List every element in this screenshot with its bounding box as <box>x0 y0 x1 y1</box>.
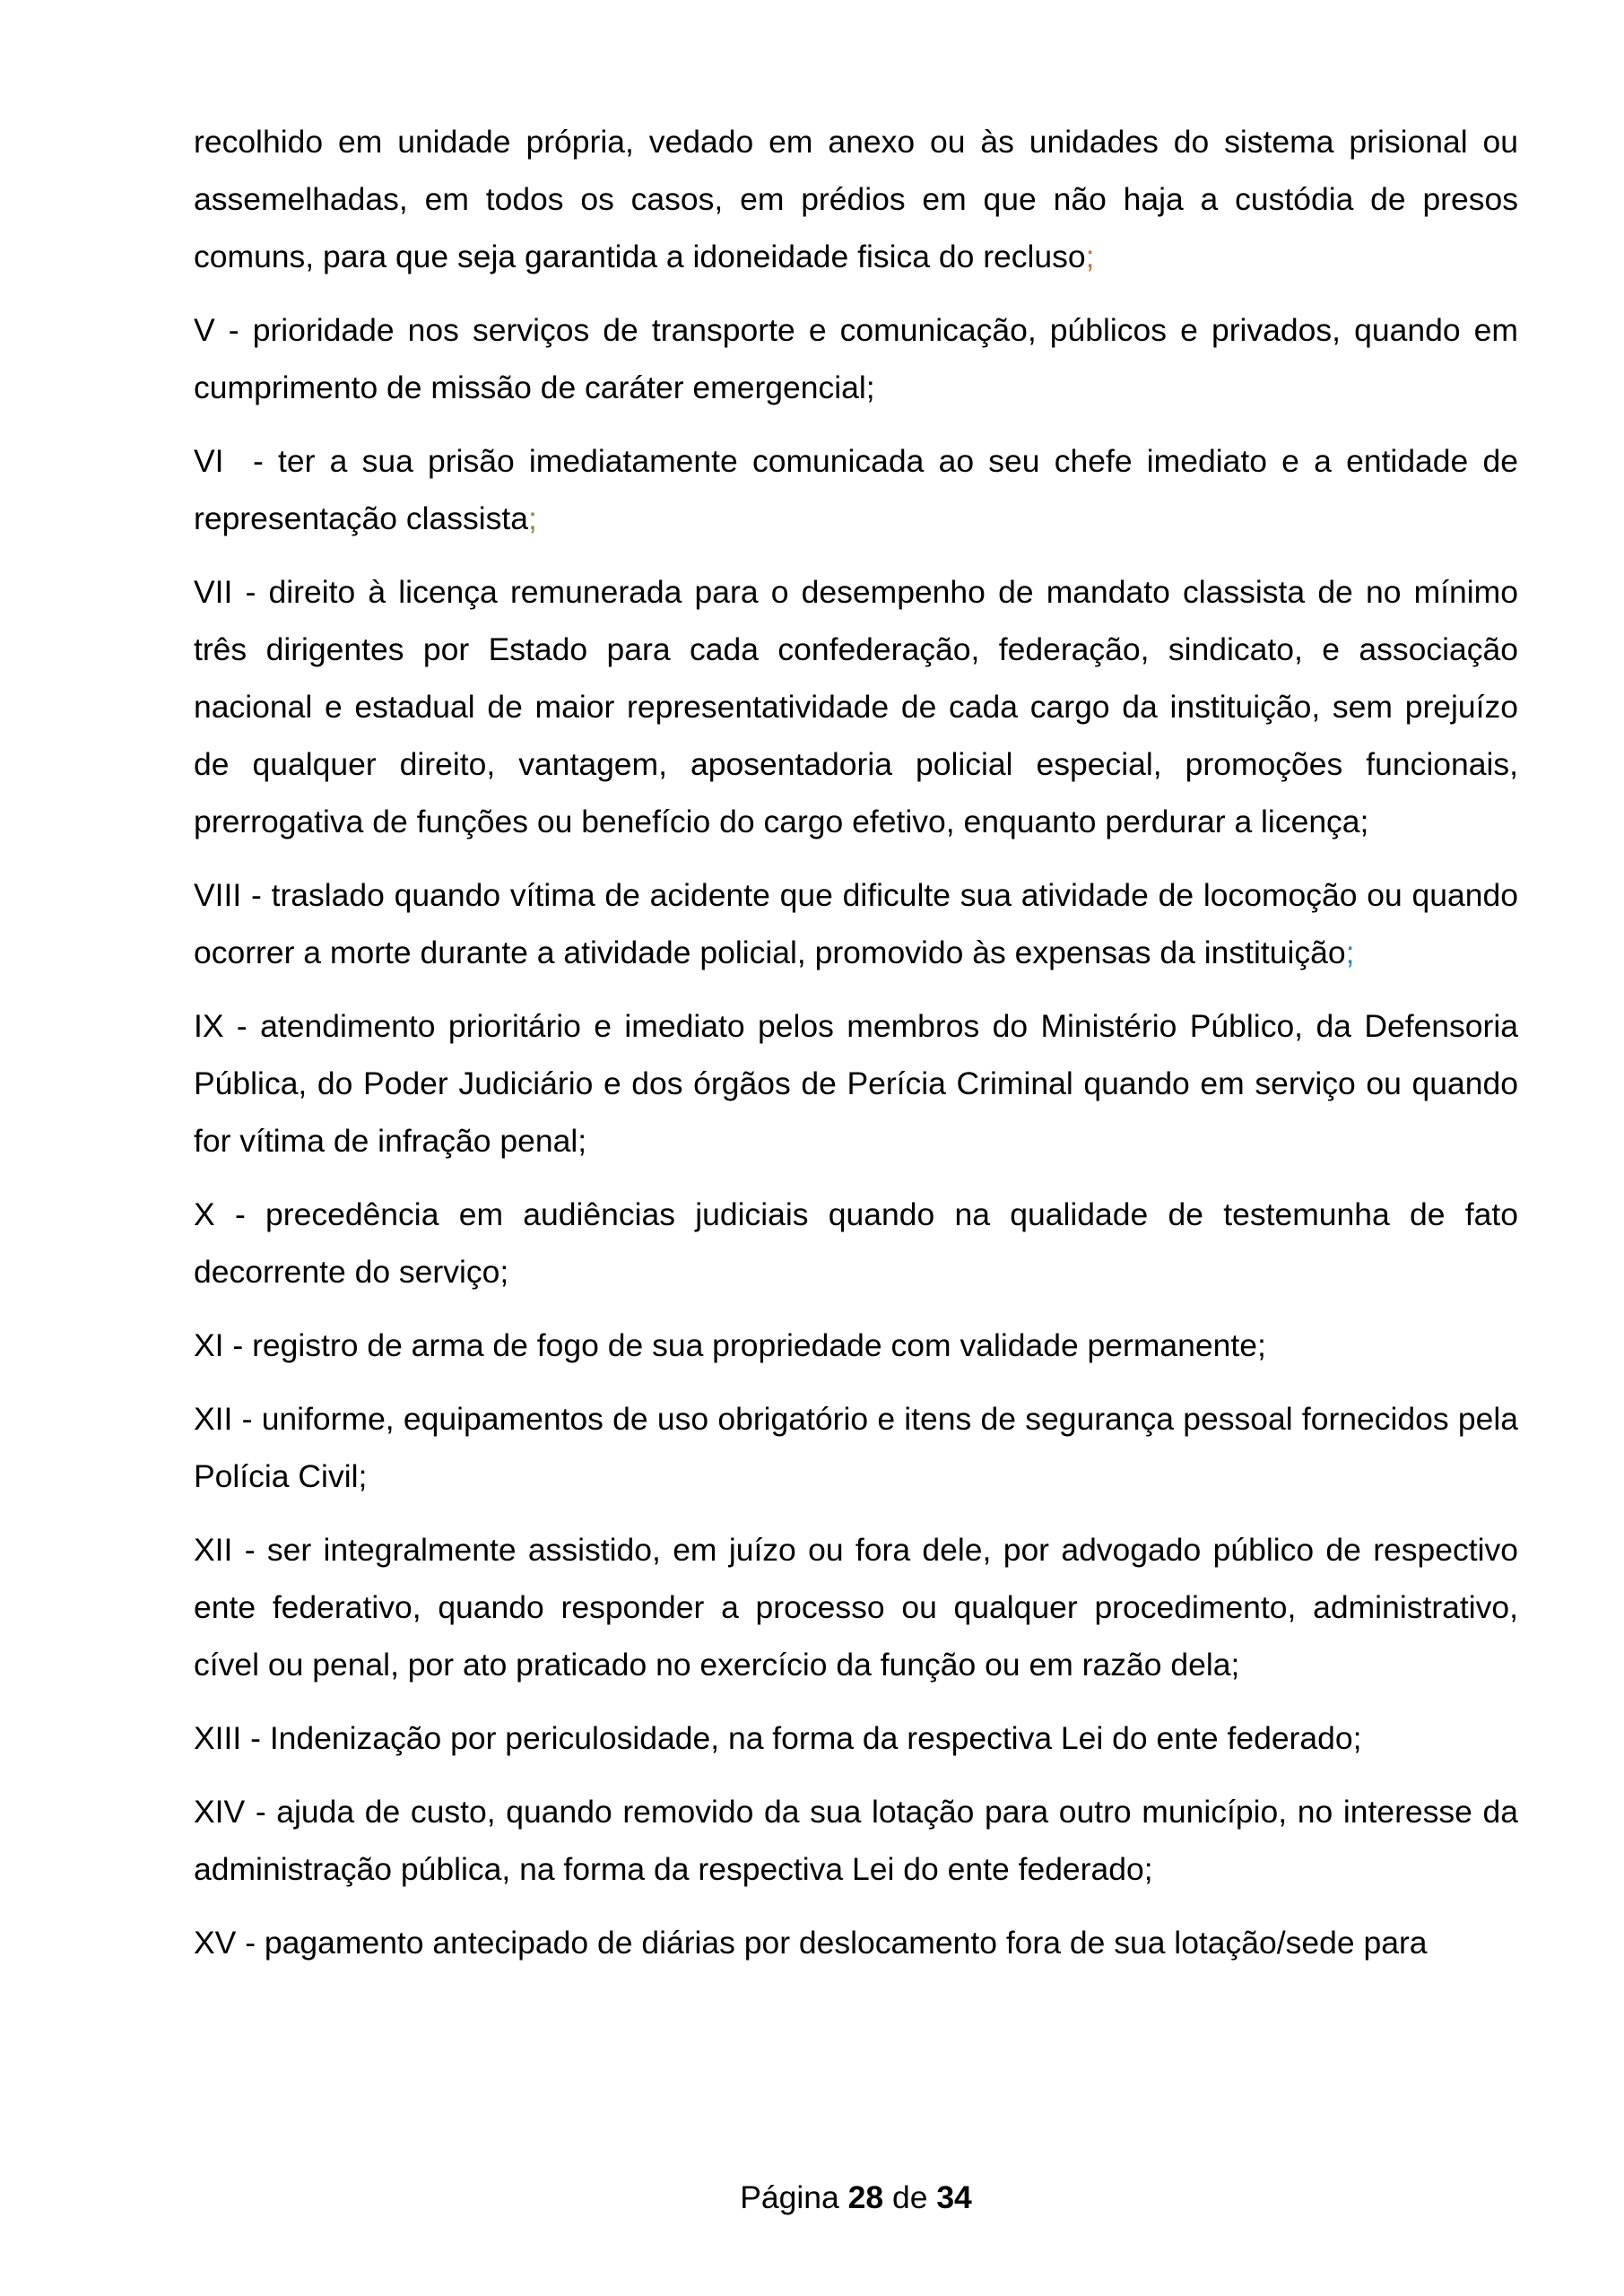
paragraph-text: V - prioridade nos serviços de transporte e comunicação, públicos e privados, quando em cumprimento de missão de caráter emergencial; <box>194 312 1527 405</box>
paragraph-item-vi <box>194 432 1527 547</box>
footer-current-page-number: 28 <box>847 2179 884 2215</box>
page-footer <box>194 2169 1518 2226</box>
paragraph-item-ix <box>194 997 1527 1170</box>
paragraph-text: VIII - traslado quando vítima de acidente que dificulte sua atividade de locomoção ou quando ocorrer a morte durante a atividade policial, promovido às expensas da instituição <box>194 877 1527 970</box>
paragraph-text: VI - ter a sua prisão imediatamente comunicada ao seu chefe imediato e a entidade de representação classista <box>194 443 1527 536</box>
paragraph-item-xiii <box>194 1709 1518 1767</box>
paragraph-text: XII - uniforme, equipamentos de uso obrigatório e itens de segurança pessoal fornecidos pela Polícia Civil; <box>194 1401 1527 1494</box>
colored-semicolon: ; <box>1085 239 1095 274</box>
paragraph-text: XIII - Indenização por periculosidade, na forma da respectiva Lei do ente federado; <box>194 1720 1362 1756</box>
paragraph-text: XI - registro de arma de fogo de sua propriedade com validade permanente; <box>194 1327 1266 1363</box>
paragraph-item-xii-assistido <box>194 1521 1527 1693</box>
colored-semicolon: ; <box>527 500 537 536</box>
footer-total-pages-number: 34 <box>936 2179 972 2215</box>
paragraph-text: recolhido em unidade própria, vedado em anexo ou às unidades do sistema prisional ou assemelhadas, em todos os casos, em prédios em que não haja a custódia de presos comuns, para que seja garantida a idoneidade fisica do recluso <box>194 124 1527 274</box>
paragraph-item-xii-uniforme <box>194 1390 1527 1505</box>
paragraph-continuation <box>194 113 1527 285</box>
paragraph-text: X - precedência em audiências judiciais quando na qualidade de testemunha de fato decorrente do serviço; <box>194 1196 1527 1290</box>
paragraph-item-x <box>194 1186 1527 1300</box>
paragraph-text: VII - direito à licença remunerada para o desempenho de mandato classista de no mínimo três dirigentes por Estado para cada confederação, federação, sindicato, e associação nacional e estadual de maior representatividade de cada cargo da instituição, sem prejuízo de qualquer direito, vantagem, aposentadoria policial especial, promoções funcionais, prerrogativa de funções ou benefício do cargo efetivo, enquanto perdurar a licença; <box>194 574 1527 839</box>
paragraph-text: XIV - ajuda de custo, quando removido da sua lotação para outro município, no interesse da administração pública, na forma da respectiva Lei do ente federado; <box>194 1794 1527 1887</box>
paragraph-text: XII - ser integralmente assistido, em juízo ou fora dele, por advogado público de respectivo ente federativo, quando responder a processo ou qualquer procedimento, administrativo, cível ou penal, por ato praticado no exercício da função ou em razão dela; <box>194 1532 1527 1683</box>
paragraph-item-viii <box>194 866 1527 981</box>
colored-semicolon: ; <box>1345 935 1355 970</box>
paragraph-item-v <box>194 301 1527 416</box>
paragraph-item-vii <box>194 563 1527 850</box>
paragraph-text: XV - pagamento antecipado de diárias por deslocamento fora de sua lotação/sede para <box>194 1925 1428 1961</box>
paragraph-text: IX - atendimento prioritário e imediato pelos membros do Ministério Público, da Defensoria Pública, do Poder Judiciário e dos órgãos de Perícia Criminal quando em serviço ou quando for vítima de infração penal; <box>194 1008 1527 1159</box>
footer-label-of: de <box>883 2179 937 2215</box>
footer-label-page: Página <box>740 2179 848 2215</box>
paragraph-item-xv <box>194 1914 1518 1971</box>
document-body <box>194 113 1527 1987</box>
paragraph-item-xiv <box>194 1783 1527 1898</box>
paragraph-item-xi <box>194 1317 1518 1374</box>
